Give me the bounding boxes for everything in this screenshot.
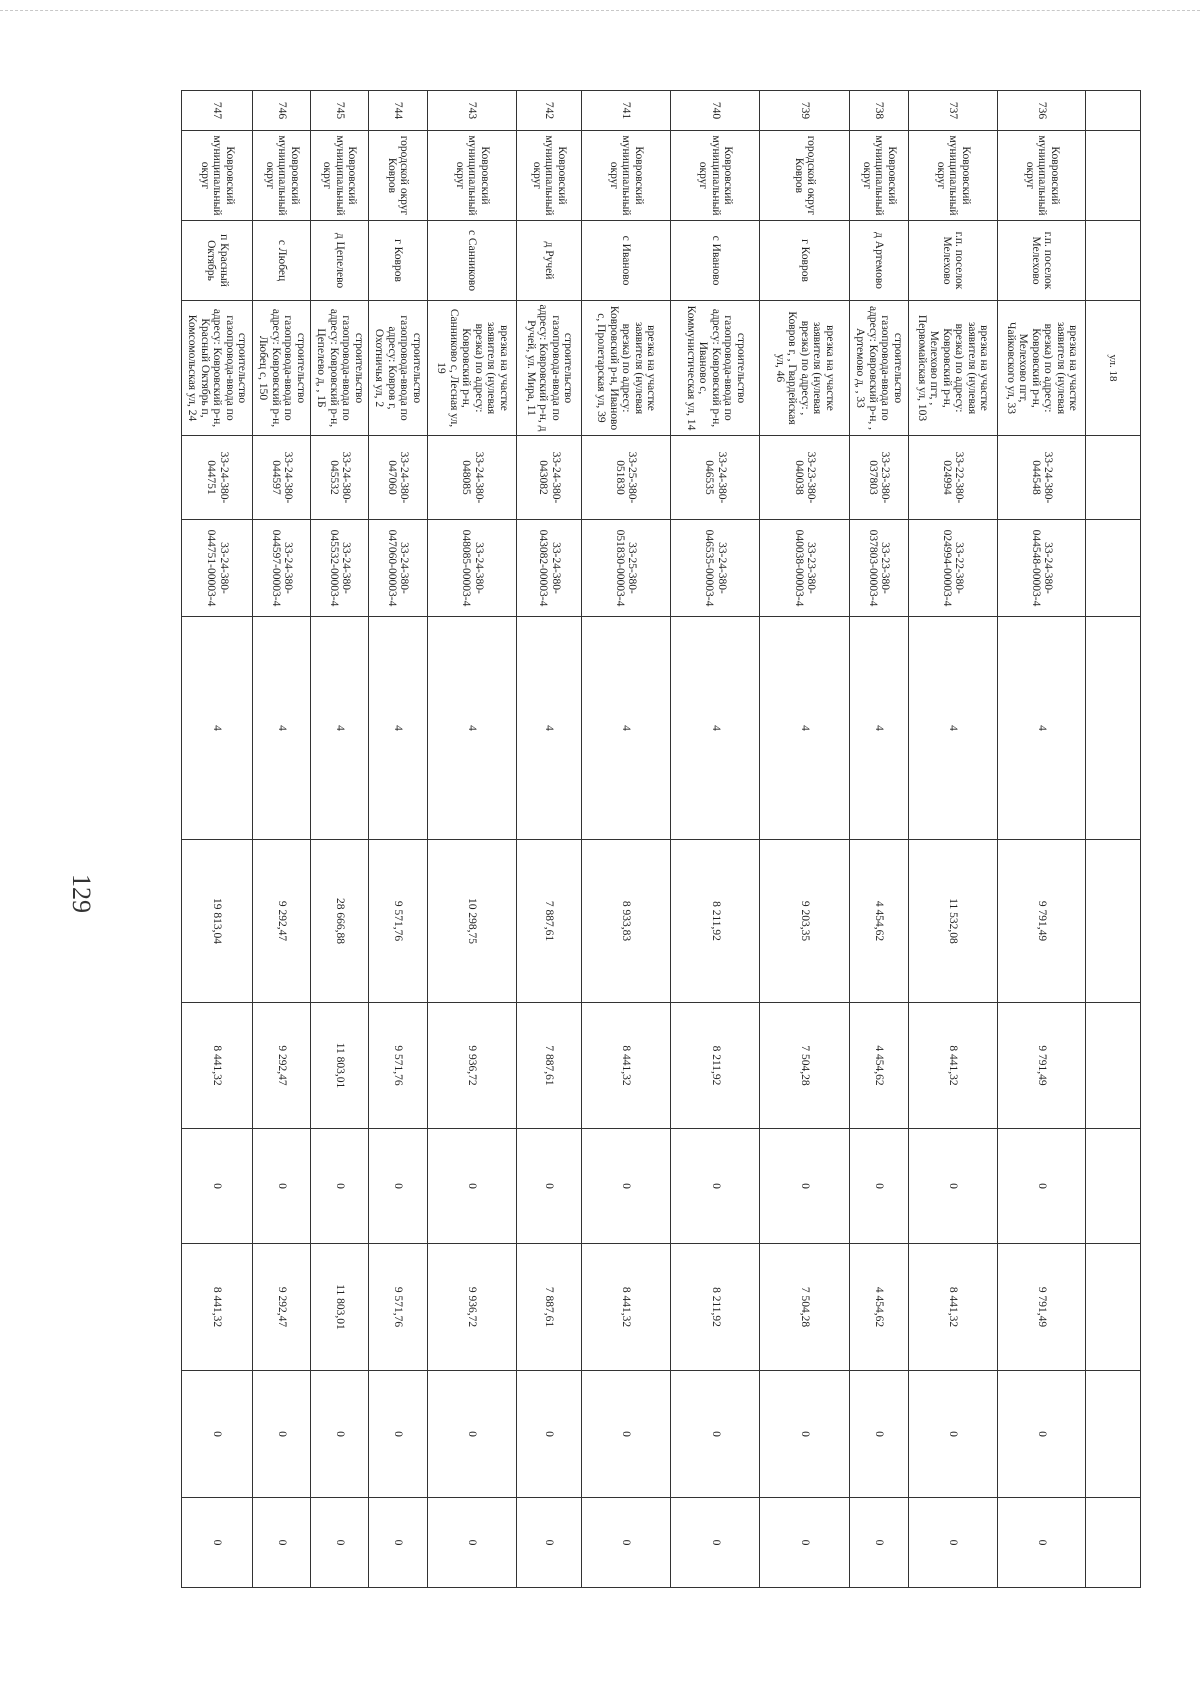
cell-v3: 0 bbox=[427, 1129, 516, 1244]
cell-cadastre: 33-23-380-040038-00003-4 bbox=[760, 520, 849, 617]
cell-qty: 4 bbox=[182, 617, 254, 840]
cell-description: строительство газопровода-ввода по адресу: Ковровский р-н, Любец с, 150 bbox=[253, 301, 311, 436]
cell-qty: 4 bbox=[908, 617, 997, 840]
cell-locality: д Ручей bbox=[517, 221, 581, 301]
cell-v4: 8 441,32 bbox=[581, 1244, 670, 1371]
cell-id: 33-24-380-044751 bbox=[182, 436, 254, 520]
cell-v1: 11 532,08 bbox=[908, 840, 997, 1003]
cell-description: врезка на участке заявителя (нулевая врезка) по адресу: Ковровский р-н, Санниково с, Лесная ул, 19 bbox=[427, 301, 516, 436]
cell-v6: 0 bbox=[998, 1498, 1086, 1588]
cell-id: 33-23-380-037803 bbox=[849, 436, 908, 520]
cell-num: 746 bbox=[253, 91, 311, 131]
cell-v6: 0 bbox=[760, 1498, 849, 1588]
cell-v5: 0 bbox=[581, 1371, 670, 1498]
cell-description: врезка на участке заявителя (нулевая врезка) по адресу: Ковровский р-н, Мелехово пгт, Чайковского ул, 33 bbox=[998, 301, 1086, 436]
cell-v3: 0 bbox=[671, 1129, 760, 1244]
cell-qty: 4 bbox=[671, 617, 760, 840]
cell-v4: 7 887,61 bbox=[517, 1244, 581, 1371]
cell-district: Ковровский муниципальный округ bbox=[849, 131, 908, 221]
cell-locality: д Артемово bbox=[849, 221, 908, 301]
table-header-row bbox=[1086, 91, 1141, 1588]
cell-locality: д Цепелево bbox=[311, 221, 369, 301]
cell-id: 33-22-380-024994 bbox=[908, 436, 997, 520]
cell-cadastre: 33-24-380-045532-00003-4 bbox=[311, 520, 369, 617]
cell-qty: 4 bbox=[369, 617, 428, 840]
cell-id: 33-24-380-044597 bbox=[253, 436, 311, 520]
cell-description: строительство газопровода-ввода по адресу: Ковровский р-н, д Ручей, ул. Мира, 11 bbox=[517, 301, 581, 436]
cell-qty: 4 bbox=[849, 617, 908, 840]
table-row bbox=[849, 91, 908, 1588]
cell-num: 736 bbox=[998, 91, 1086, 131]
cell-v3: 0 bbox=[517, 1129, 581, 1244]
cell-v3: 0 bbox=[998, 1129, 1086, 1244]
cell-district: Ковровский муниципальный округ bbox=[517, 131, 581, 221]
cell-description: строительство газопровода-ввода по адресу: Ковровский р-н, Цепелево д, , 1Б bbox=[311, 301, 369, 436]
cell-locality: с Иваново bbox=[581, 221, 670, 301]
cell-v6: 0 bbox=[671, 1498, 760, 1588]
cell-num: 737 bbox=[908, 91, 997, 131]
cell-district: Ковровский муниципальный округ bbox=[671, 131, 760, 221]
cell-v4: 11 803,01 bbox=[311, 1244, 369, 1371]
cell-v1: 28 666,88 bbox=[311, 840, 369, 1003]
cell-num: 738 bbox=[849, 91, 908, 131]
document-sheet bbox=[181, 90, 1141, 1587]
table-row bbox=[581, 91, 670, 1588]
cell-num: 741 bbox=[581, 91, 670, 131]
header-cell bbox=[1086, 1498, 1141, 1588]
cell-v5: 0 bbox=[517, 1371, 581, 1498]
data-table bbox=[181, 90, 1141, 1588]
header-cell bbox=[1086, 221, 1141, 301]
cell-v6: 0 bbox=[908, 1498, 997, 1588]
cell-id: 33-24-380-047060 bbox=[369, 436, 428, 520]
cell-locality: с Любец bbox=[253, 221, 311, 301]
cell-v6: 0 bbox=[849, 1498, 908, 1588]
cell-v2: 4 454,62 bbox=[849, 1003, 908, 1129]
cell-v5: 0 bbox=[369, 1371, 428, 1498]
cell-v4: 8 441,32 bbox=[182, 1244, 254, 1371]
cell-v6: 0 bbox=[427, 1498, 516, 1588]
table-row bbox=[908, 91, 997, 1588]
table-row bbox=[671, 91, 760, 1588]
cell-qty: 4 bbox=[998, 617, 1086, 840]
cell-v2: 7 887,61 bbox=[517, 1003, 581, 1129]
cell-id: 33-24-380-043082 bbox=[517, 436, 581, 520]
cell-v1: 9 203,35 bbox=[760, 840, 849, 1003]
cell-v5: 0 bbox=[253, 1371, 311, 1498]
cell-qty: 4 bbox=[517, 617, 581, 840]
cell-v5: 0 bbox=[908, 1371, 997, 1498]
cell-description: врезка на участке заявителя (нулевая врезка) по адресу: Ковровский р-н, Мелехово пгт, , Первомайская ул, 103 bbox=[908, 301, 997, 436]
cell-v6: 0 bbox=[369, 1498, 428, 1588]
cell-v5: 0 bbox=[760, 1371, 849, 1498]
cell-v1: 8 933,83 bbox=[581, 840, 670, 1003]
cell-qty: 4 bbox=[427, 617, 516, 840]
header-cell bbox=[1086, 436, 1141, 520]
cell-cadastre: 33-25-380-051830-00003-4 bbox=[581, 520, 670, 617]
cell-qty: 4 bbox=[581, 617, 670, 840]
cell-v3: 0 bbox=[369, 1129, 428, 1244]
cell-v2: 8 441,32 bbox=[908, 1003, 997, 1129]
cell-description: врезка на участке заявителя (нулевая врезка) по адресу: Ковровский р-н, Иваново с, Пролетарская ул, 39 bbox=[581, 301, 670, 436]
header-cell bbox=[1086, 131, 1141, 221]
cell-district: Ковровский муниципальный округ bbox=[581, 131, 670, 221]
table-row bbox=[760, 91, 849, 1588]
cell-qty: 4 bbox=[760, 617, 849, 840]
cell-v1: 19 813,04 bbox=[182, 840, 254, 1003]
cell-v2: 9 292,47 bbox=[253, 1003, 311, 1129]
cell-v2: 7 504,28 bbox=[760, 1003, 849, 1129]
header-cell bbox=[1086, 617, 1141, 840]
cell-v1: 8 211,92 bbox=[671, 840, 760, 1003]
cell-v3: 0 bbox=[253, 1129, 311, 1244]
cell-num: 744 bbox=[369, 91, 428, 131]
cell-v2: 8 441,32 bbox=[581, 1003, 670, 1129]
table-row bbox=[998, 91, 1086, 1588]
cell-num: 745 bbox=[311, 91, 369, 131]
cell-district: Ковровский муниципальный округ bbox=[427, 131, 516, 221]
table-body bbox=[182, 91, 1086, 1588]
cell-district: городской округ Ковров bbox=[760, 131, 849, 221]
cell-district: Ковровский муниципальный округ bbox=[311, 131, 369, 221]
cell-v1: 7 887,61 bbox=[517, 840, 581, 1003]
cell-v5: 0 bbox=[849, 1371, 908, 1498]
cell-description: врезка на участке заявителя (нулевая врезка) по адресу: , Ковров г, , Гвардейская ул, 46 bbox=[760, 301, 849, 436]
cell-v1: 10 298,75 bbox=[427, 840, 516, 1003]
cell-v4: 7 504,28 bbox=[760, 1244, 849, 1371]
cell-locality: с Санниково bbox=[427, 221, 516, 301]
cell-v2: 8 441,32 bbox=[182, 1003, 254, 1129]
table-row bbox=[427, 91, 516, 1588]
cell-v4: 9 292,47 bbox=[253, 1244, 311, 1371]
cell-district: городской округ Ковров bbox=[369, 131, 428, 221]
cell-description: строительство газопровода-ввода по адресу: Ковров г, Охотничья ул, 2 bbox=[369, 301, 428, 436]
cell-num: 742 bbox=[517, 91, 581, 131]
cell-v1: 9 292,47 bbox=[253, 840, 311, 1003]
rotated-table-wrapper bbox=[181, 90, 1141, 1587]
cell-num: 747 bbox=[182, 91, 254, 131]
cell-district: Ковровский муниципальный округ bbox=[253, 131, 311, 221]
cell-v2: 8 211,92 bbox=[671, 1003, 760, 1129]
cell-locality: п Красный Октябрь bbox=[182, 221, 254, 301]
cell-v3: 0 bbox=[908, 1129, 997, 1244]
cell-v4: 9 936,72 bbox=[427, 1244, 516, 1371]
cell-v3: 0 bbox=[760, 1129, 849, 1244]
cell-v5: 0 bbox=[427, 1371, 516, 1498]
scan-edge bbox=[0, 10, 1200, 11]
table-row bbox=[253, 91, 311, 1588]
header-cell bbox=[1086, 1129, 1141, 1244]
cell-cadastre: 33-24-380-048085-00003-4 bbox=[427, 520, 516, 617]
cell-locality: г Ковров bbox=[369, 221, 428, 301]
cell-cadastre: 33-24-380-047060-00003-4 bbox=[369, 520, 428, 617]
cell-cadastre: 33-24-380-043082-00003-4 bbox=[517, 520, 581, 617]
table-row bbox=[517, 91, 581, 1588]
cell-district: Ковровский муниципальный округ bbox=[998, 131, 1086, 221]
cell-v1: 4 454,62 bbox=[849, 840, 908, 1003]
cell-v5: 0 bbox=[671, 1371, 760, 1498]
cell-v4: 8 441,32 bbox=[908, 1244, 997, 1371]
cell-qty: 4 bbox=[253, 617, 311, 840]
header-cell bbox=[1086, 840, 1141, 1003]
cell-description: строительство газопровода-ввода по адресу: Ковровский р-н, Иваново с, Коммунистическая ул, 14 bbox=[671, 301, 760, 436]
cell-cadastre: 33-23-380-037803-00003-4 bbox=[849, 520, 908, 617]
cell-v3: 0 bbox=[182, 1129, 254, 1244]
cell-v5: 0 bbox=[998, 1371, 1086, 1498]
cell-v2: 11 803,01 bbox=[311, 1003, 369, 1129]
header-cell bbox=[1086, 91, 1141, 131]
cell-num: 743 bbox=[427, 91, 516, 131]
cell-num: 739 bbox=[760, 91, 849, 131]
cell-v6: 0 bbox=[581, 1498, 670, 1588]
cell-id: 33-24-380-044548 bbox=[998, 436, 1086, 520]
cell-v6: 0 bbox=[311, 1498, 369, 1588]
cell-v6: 0 bbox=[182, 1498, 254, 1588]
cell-v4: 9 791,49 bbox=[998, 1244, 1086, 1371]
cell-v6: 0 bbox=[517, 1498, 581, 1588]
table-row bbox=[369, 91, 428, 1588]
cell-description: строительство газопровода-ввода по адресу: Ковровский р-н, , Артемово д, , 33 bbox=[849, 301, 908, 436]
cell-v4: 9 571,76 bbox=[369, 1244, 428, 1371]
cell-id: 33-24-380-045532 bbox=[311, 436, 369, 520]
cell-locality: с Иваново bbox=[671, 221, 760, 301]
cell-v6: 0 bbox=[253, 1498, 311, 1588]
header-cell bbox=[1086, 1003, 1141, 1129]
cell-cadastre: 33-24-380-044751-00003-4 bbox=[182, 520, 254, 617]
cell-locality: г.п. поселок Мелехово bbox=[908, 221, 997, 301]
cell-v2: 9 791,49 bbox=[998, 1003, 1086, 1129]
header-cell bbox=[1086, 1244, 1141, 1371]
cell-v2: 9 571,76 bbox=[369, 1003, 428, 1129]
cell-id: 33-23-380-040038 bbox=[760, 436, 849, 520]
cell-cadastre: 33-24-380-044597-00003-4 bbox=[253, 520, 311, 617]
cell-v3: 0 bbox=[581, 1129, 670, 1244]
cell-v4: 8 211,92 bbox=[671, 1244, 760, 1371]
table-row bbox=[182, 91, 254, 1588]
cell-id: 33-24-380-048085 bbox=[427, 436, 516, 520]
cell-id: 33-25-380-051830 bbox=[581, 436, 670, 520]
cell-v4: 4 454,62 bbox=[849, 1244, 908, 1371]
cell-cadastre: 33-22-380-024994-00003-4 bbox=[908, 520, 997, 617]
cell-v5: 0 bbox=[311, 1371, 369, 1498]
cell-locality: г.п. поселок Мелехово bbox=[998, 221, 1086, 301]
cell-district: Ковровский муниципальный округ bbox=[908, 131, 997, 221]
cell-cadastre: 33-24-380-044548-00003-4 bbox=[998, 520, 1086, 617]
cell-cadastre: 33-24-380-046535-00003-4 bbox=[671, 520, 760, 617]
cell-district: Ковровский муниципальный округ bbox=[182, 131, 254, 221]
cell-id: 33-24-380-046535 bbox=[671, 436, 760, 520]
cell-v3: 0 bbox=[849, 1129, 908, 1244]
cell-qty: 4 bbox=[311, 617, 369, 840]
cell-v2: 9 936,72 bbox=[427, 1003, 516, 1129]
cell-locality: г Ковров bbox=[760, 221, 849, 301]
header-cell bbox=[1086, 1371, 1141, 1498]
cell-v3: 0 bbox=[311, 1129, 369, 1244]
cell-v1: 9 791,49 bbox=[998, 840, 1086, 1003]
cell-num: 740 bbox=[671, 91, 760, 131]
cell-description: строительство газопровода-ввода по адресу: Ковровский р-н, Красный Октябрь п, Комсомольская ул, 24 bbox=[182, 301, 254, 436]
header-cell bbox=[1086, 520, 1141, 617]
cell-v5: 0 bbox=[182, 1371, 254, 1498]
cell-v1: 9 571,76 bbox=[369, 840, 428, 1003]
table-row bbox=[311, 91, 369, 1588]
header-cell: ул. 18 bbox=[1086, 301, 1141, 436]
page-number: 129 bbox=[67, 874, 96, 913]
